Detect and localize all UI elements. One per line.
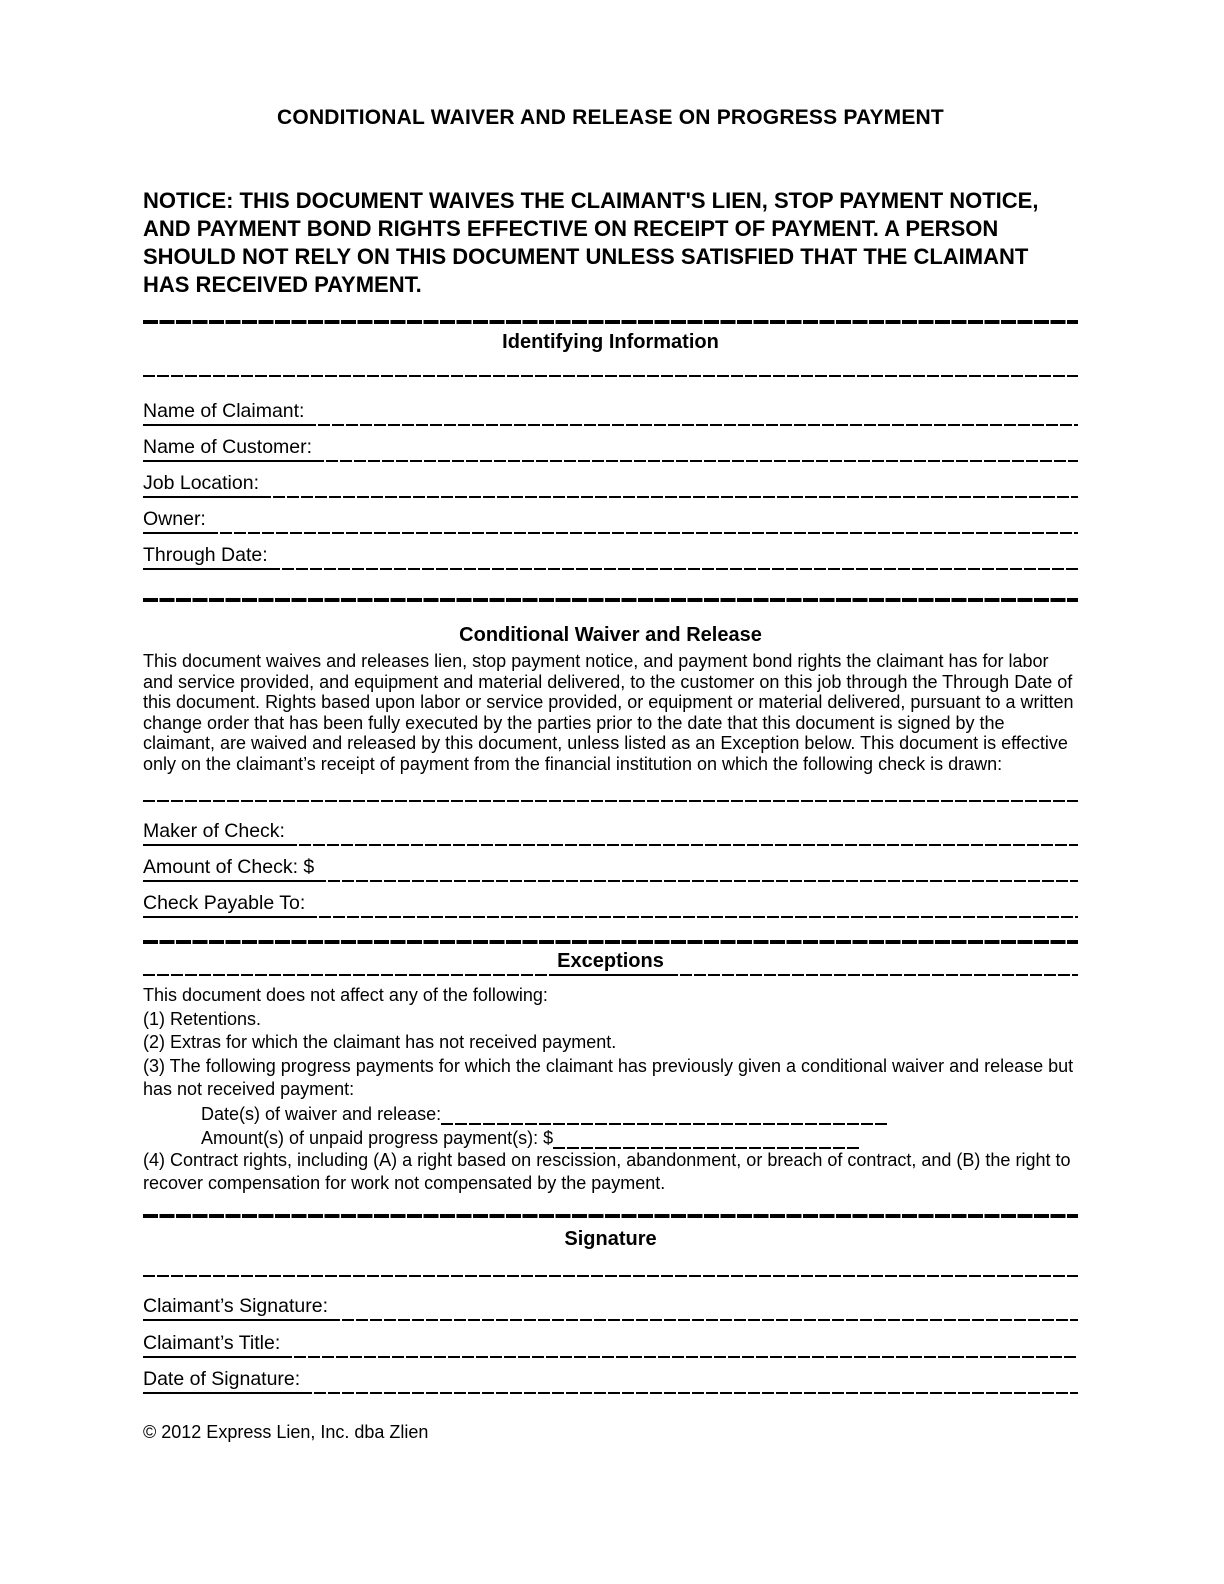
field-blank [328,1319,1078,1321]
field-check-payable-to [143,882,1078,918]
heading-blank-left [143,974,555,976]
field-maker-of-check [143,810,1078,846]
exception-item-3: (3) The following progress payments for which the claimant has previously given a conditional waiver and release but has not received payment: [143,1055,1074,1099]
field-blank [300,1392,1078,1394]
field-job-location [143,462,1078,498]
field-label: Maker of Check: [143,819,285,846]
exceptions-heading: Exceptions [555,950,666,976]
field-blank [259,496,1078,498]
field-blank [305,916,1078,918]
copyright-line: © 2012 Express Lien, Inc. dba Zlien [143,1422,429,1442]
section-divider-bold [143,598,1078,602]
exceptions-body [143,984,1078,1196]
field-amount-of-check [143,846,1078,882]
field-blank [206,532,1078,534]
section-divider-bold [143,320,1078,324]
field-name-of-customer [143,426,1078,462]
field-label: Claimant’s Signature: [143,1294,328,1321]
exception-item-2: (2) Extras for which the claimant has not received payment. [143,1032,617,1052]
notice-paragraph: NOTICE: THIS DOCUMENT WAIVES THE CLAIMANT'S LIEN, STOP PAYMENT NOTICE, AND PAYMENT BOND RIGHTS EFFECTIVE ON RECEIPT OF PAYMENT. A PERSON SHOULD NOT RELY ON THIS DOCUMENT UNLESS SATISFIED THAT THE CLAIMANT HAS RECEIVED PAYMENT. [143,188,1039,297]
section-divider-bold [143,940,1078,944]
exceptions-intro: This document does not affect any of the following: [143,985,548,1005]
document-title: CONDITIONAL WAIVER AND RELEASE ON PROGRESS PAYMENT [277,106,944,129]
section-divider-bold [143,1214,1078,1218]
identifying-fields [143,390,1078,570]
field-name-of-claimant [143,390,1078,426]
field-date-of-signature [143,1358,1078,1395]
identifying-information-heading: Identifying Information [502,331,719,353]
field-label: Check Payable To: [143,891,305,918]
section-divider-thin [143,800,1078,802]
field-blank [268,568,1078,570]
section-divider-thin [143,375,1078,377]
field-label: Through Date: [143,543,268,570]
field-owner [143,498,1078,534]
field-blank [280,1356,1078,1358]
signature-fields [143,1285,1078,1395]
field-blank [285,844,1078,846]
heading-blank-right [666,974,1078,976]
field-label: Job Location: [143,471,259,498]
field-claimants-title [143,1321,1078,1358]
signature-heading: Signature [564,1227,657,1250]
field-label: Claimant’s Title: [143,1331,280,1358]
waiver-paragraph: This document waives and releases lien, stop payment notice, and payment bond rights the claimant has for labor and service provided, and equipment and material delivered, to the customer on this job through the Through Date of this document. Rights based upon labor or service provided, or equipment or material delivered, pursuant to a written change order that has been fully executed by the parties prior to the date that this document is signed by the claimant, are waived and released by this document, unless listed as an Exception below. This document is effective only on the claimant’s receipt of payment from the financial institution on which the following check is drawn: [143,651,1074,774]
field-label: Name of Customer: [143,435,312,462]
field-blank [441,1123,887,1125]
field-label: Owner: [143,507,206,534]
field-label: Amount(s) of unpaid progress payment(s): $ [201,1127,554,1148]
field-dates-of-waiver-and-release [201,1102,1078,1126]
exception-item-4: (4) Contract rights, including (A) a right based on rescission, abandonment, or breach of contract, and (B) the right to recover compensation for work not compensated by the payment. [143,1149,1071,1193]
check-fields [143,810,1078,918]
field-label: Date(s) of waiver and release: [201,1104,442,1124]
field-amounts-of-unpaid-progress-payments [201,1125,1078,1149]
field-blank [304,424,1078,426]
field-label: Name of Claimant: [143,399,304,426]
field-blank [314,880,1078,882]
field-label: Date of Signature: [143,1367,300,1394]
waiver-heading: Conditional Waiver and Release [459,624,762,646]
field-blank [312,460,1078,462]
section-divider-thin [143,1275,1078,1277]
field-through-date [143,534,1078,570]
exceptions-heading-row [143,950,1078,976]
field-label: Amount of Check: $ [143,855,314,882]
field-claimants-signature [143,1285,1078,1322]
exception-item-1: (1) Retentions. [143,1008,262,1029]
